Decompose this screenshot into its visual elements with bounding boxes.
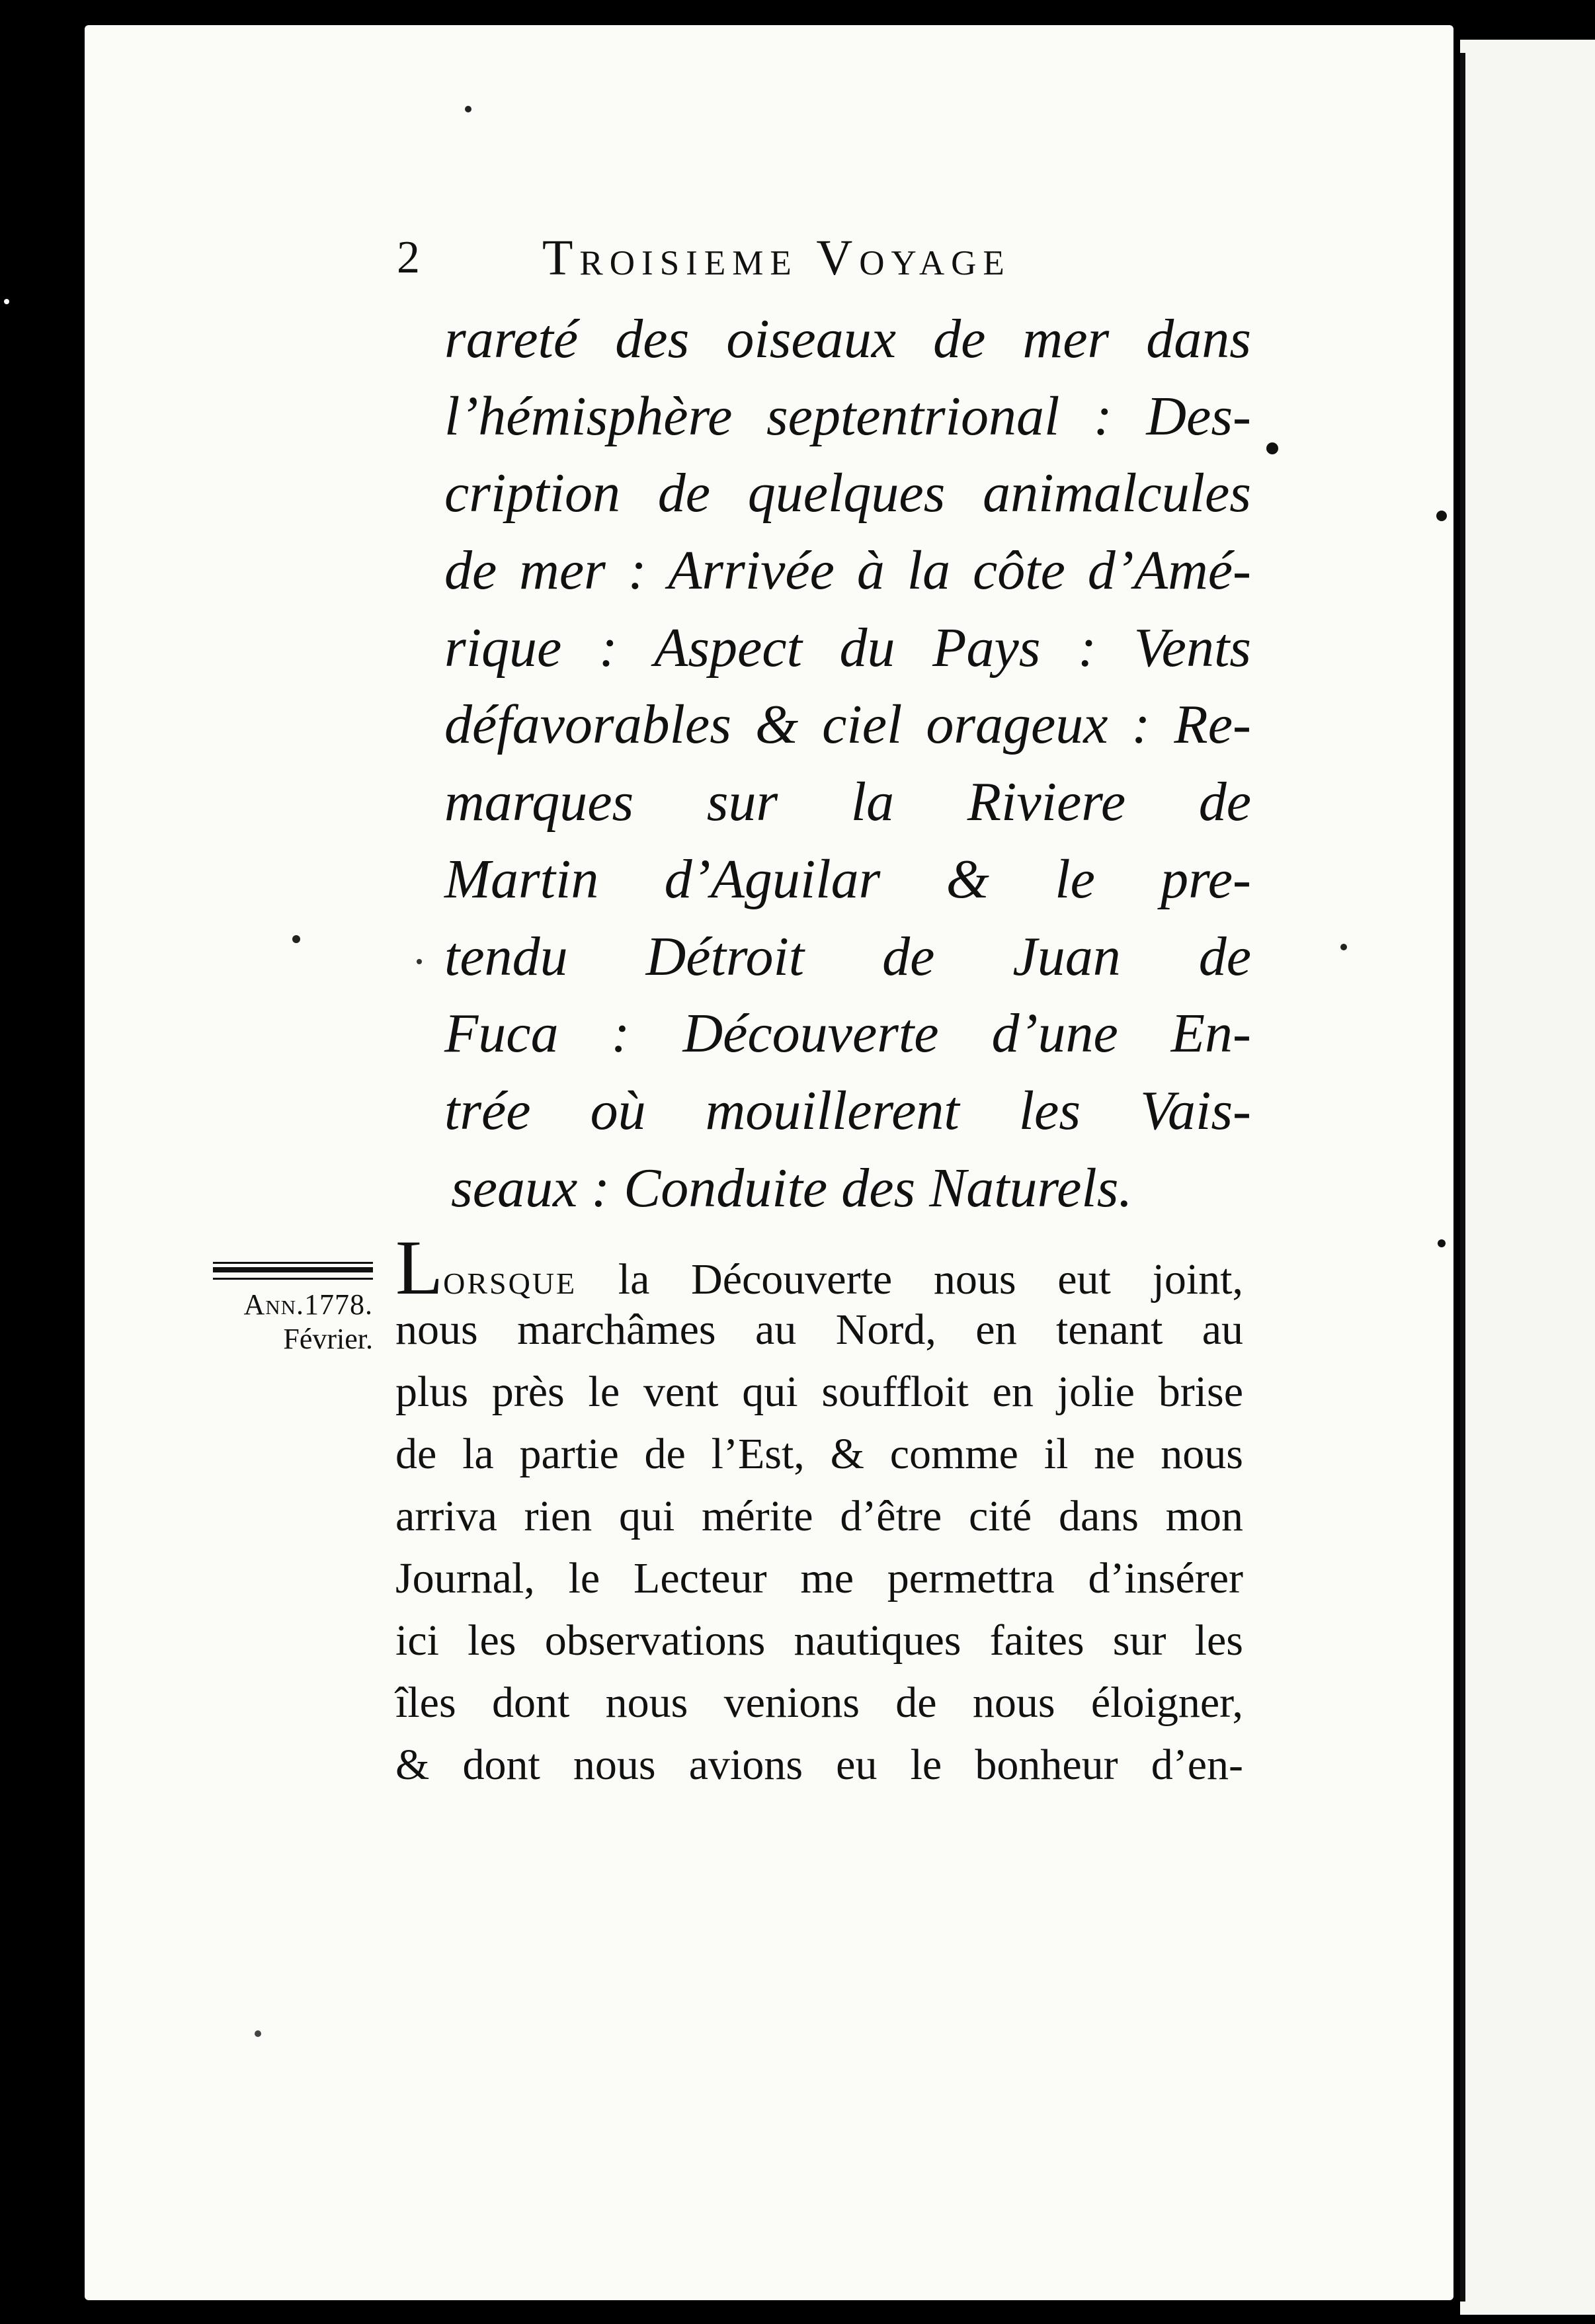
- marginal-note: [213, 1262, 373, 1355]
- body-line: ici les observations nautiques faites sur les: [395, 1616, 1243, 1665]
- ornament-rule: [213, 1267, 373, 1272]
- body-line: arriva rien qui mérite d’être cité dans mon: [395, 1492, 1243, 1540]
- running-header: [397, 225, 1250, 298]
- facing-page-edge: [1460, 40, 1595, 2315]
- running-title: Troisieme Voyage: [542, 230, 1011, 286]
- summary-line: seaux : Conduite des Naturels.: [451, 1157, 1133, 1219]
- page-number: 2: [397, 232, 420, 283]
- summary-line: rareté des oiseaux de mer dans: [444, 308, 1251, 370]
- body-line: Journal, le Lecteur me permettra d’insérer: [395, 1554, 1243, 1602]
- body-line: nous marchâmes au Nord, en tenant au: [395, 1306, 1243, 1354]
- body-line: îles dont nous venions de nous éloigner,: [395, 1679, 1243, 1727]
- summary-line: trée où mouillerent les Vais-: [444, 1079, 1251, 1141]
- summary-line: de mer : Arrivée à la côte d’Amé-: [444, 540, 1251, 602]
- summary-line: tendu Détroit de Juan de: [444, 925, 1251, 987]
- summary-line: Martin d’Aguilar & le pre-: [444, 848, 1251, 910]
- summary-line: l’hémisphère septentrional : Des-: [444, 385, 1251, 447]
- first-word-small-caps: orsque: [443, 1255, 577, 1304]
- drop-capital: L: [395, 1224, 444, 1311]
- body-line: & dont nous avions eu le bonheur d’en-: [395, 1741, 1243, 1789]
- marginal-month: Février.: [283, 1323, 373, 1355]
- summary-line: rique : Aspect du Pays : Vents: [444, 616, 1251, 679]
- body-first-line: [395, 1224, 1243, 1311]
- summary-line: cription de quelques animalcules: [444, 462, 1251, 524]
- summary-line: Fuca : Découverte d’une En-: [444, 1003, 1251, 1065]
- first-line-text: la Découverte nous eut joint,: [577, 1255, 1243, 1304]
- summary-line: défavorables & ciel orageux : Re-: [444, 694, 1251, 756]
- ornament-rule: [213, 1262, 373, 1264]
- ornament-rule: [213, 1278, 373, 1280]
- page-edge-rule: [1460, 53, 1465, 2302]
- chapter-summary: [444, 301, 1251, 1227]
- summary-line: marques sur la Riviere de: [444, 771, 1251, 833]
- marginal-year: Ann.1778.: [243, 1288, 373, 1321]
- body-line: plus près le vent qui souffloit en jolie brise: [395, 1368, 1243, 1416]
- body-line: de la partie de l’Est, & comme il ne nous: [395, 1430, 1243, 1478]
- body-text: [395, 1224, 1243, 1796]
